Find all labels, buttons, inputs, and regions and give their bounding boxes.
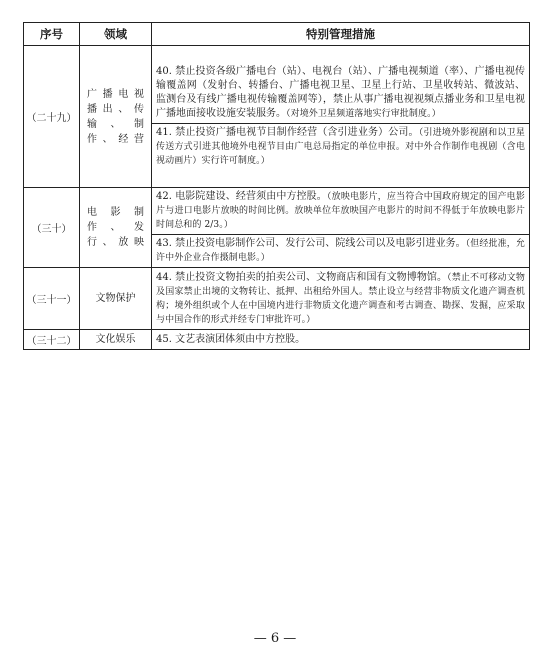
measure-item bbox=[156, 65, 525, 121]
measure-note: （对境外卫星频道落地实行审批制度。） bbox=[286, 109, 441, 119]
row-field bbox=[80, 188, 152, 268]
row-measures bbox=[152, 46, 530, 188]
field-line: 播出、传 bbox=[87, 103, 144, 115]
page-number: — 6 — bbox=[253, 631, 297, 646]
table-row bbox=[24, 188, 530, 268]
measure-item bbox=[152, 123, 529, 168]
measure-text: 42. 电影院建设、经营须由中方控股。 bbox=[156, 191, 327, 202]
field-line: 输、制 bbox=[87, 118, 144, 130]
measure-item bbox=[156, 271, 525, 327]
row-seq: （二十九） bbox=[24, 46, 80, 188]
table-row bbox=[24, 268, 530, 330]
header-measures: 特别管理措施 bbox=[152, 23, 530, 46]
document-page bbox=[23, 22, 529, 350]
field-line: 广播电视 bbox=[87, 88, 144, 100]
table-row bbox=[24, 330, 530, 350]
row-measures bbox=[152, 330, 530, 350]
measure-item bbox=[156, 333, 525, 347]
field-line: 作、经营 bbox=[87, 133, 144, 145]
measure-text: 44. 禁止投资文物拍卖的拍卖公司、文物商店和国有文物博物馆。 bbox=[156, 271, 448, 283]
measure-text: 43. 禁止投资电影制作公司、发行公司、院线公司以及电影引进业务。 bbox=[156, 238, 466, 249]
measure-note: （禁止不可移动文物及国家禁止出境的文物转让、抵押、出租给外国人。禁止设立与经营非物质文化遗产调查机构；境外组织或个人在中国境内进行非物质文化遗产调查和考古调查、勘探、发掘，应采取与中国合作的形式并经专门审批许可。） bbox=[156, 272, 525, 325]
measure-note: （但经批准，允许中外企业合作摄制电影。） bbox=[156, 239, 525, 263]
row-measures bbox=[152, 268, 530, 330]
row-seq: （三十一） bbox=[24, 268, 80, 330]
measure-note: （放映电影片，应当符合中国政府规定的国产电影片与进口电影片放映的时间比例。放映单位年放映国产电影片的时间不得低于年放映电影片时间总和的 2/3。） bbox=[156, 192, 525, 230]
special-measures-table bbox=[23, 22, 530, 350]
measure-note: （引进境外影视剧和以卫星传送方式引进其他境外电视节目由广电总局指定的单位申报。对中外合作制作电视剧（含电视动画片）实行许可制度。） bbox=[156, 128, 525, 166]
row-field bbox=[80, 330, 152, 350]
table-row bbox=[24, 46, 530, 188]
row-seq: （三十二） bbox=[24, 330, 80, 350]
table-header-row bbox=[24, 23, 530, 46]
row-measures bbox=[152, 188, 530, 268]
measure-text: 40. 禁止投资各级广播电台（站）、电视台（站）、广播电视频道（率）、广播电视传输覆盖网（发射台、转播台、广播电视卫星、卫星上行站、卫星收转站、微波站、监测台及有线广播电视传输覆盖网等），禁止从事广播电视视频点播业务和卫星电视广播地面接收设施安装服务。 bbox=[156, 66, 525, 119]
measure-text: 45. 文艺表演团体须由中方控股。 bbox=[156, 333, 306, 345]
measure-item bbox=[152, 234, 529, 265]
row-field bbox=[80, 268, 152, 330]
measure-item bbox=[156, 190, 525, 232]
header-seq: 序号 bbox=[24, 23, 80, 46]
field-line: 作、发 bbox=[87, 222, 144, 233]
header-field: 领域 bbox=[80, 23, 152, 46]
row-seq: （三十） bbox=[24, 188, 80, 268]
field-line: 文物保护 bbox=[95, 293, 136, 304]
field-line: 行、放映 bbox=[87, 237, 144, 248]
field-line: 电影制 bbox=[87, 207, 144, 218]
field-line: 文化娱乐 bbox=[95, 334, 136, 345]
row-field bbox=[80, 46, 152, 188]
measure-text: 41. 禁止投资广播电视节目制作经营（含引进业务）公司。 bbox=[156, 127, 419, 138]
